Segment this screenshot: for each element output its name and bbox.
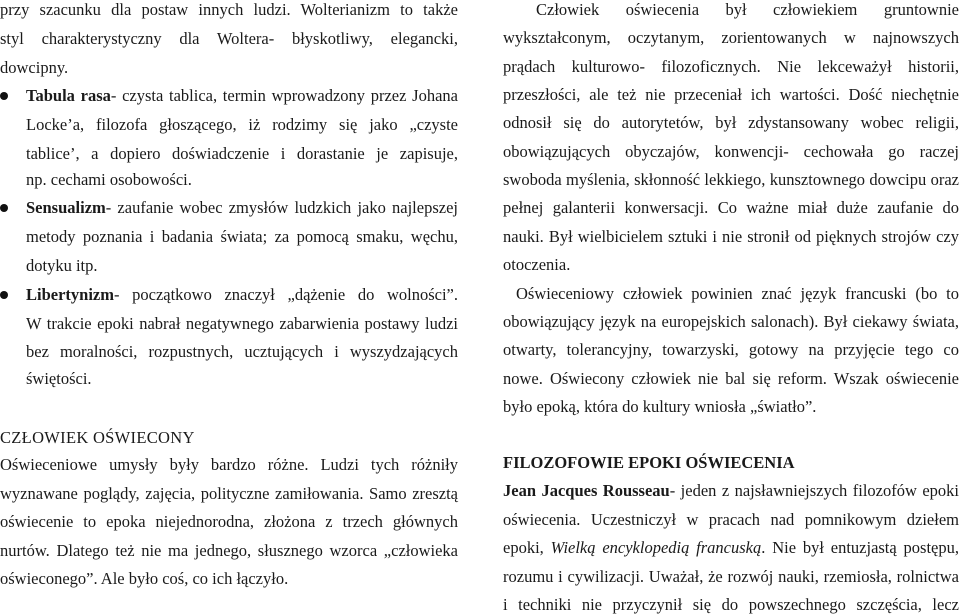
rousseau-text: epoki, — [503, 538, 551, 557]
bullet-text: W trakcie epoki nabrał negatywnego zabarwienia postawy ludzi — [26, 314, 458, 333]
bullet-text: świętości. — [26, 369, 92, 388]
rousseau-name: Jean Jacques Rousseau — [503, 481, 670, 500]
bullet-text: - początkowo znaczył „dążenie do wolności”. — [114, 285, 458, 304]
bullet-text: - zaufanie wobec zmysłów ludzkich jako najlepszej — [105, 198, 458, 217]
encyclopedia-title: Wielką encyklopedią francuską — [550, 538, 762, 557]
paragraph-line: było epoką, która do kultury wniosła „światło”. — [503, 397, 817, 416]
paragraph-line: pełnej galanterii konwersacji. Co ważne miał duże zaufanie do — [503, 198, 959, 217]
rousseau-text: - jeden z najsławniejszych filozofów epoki — [669, 481, 959, 500]
paragraph-line: rozumu i cywilizacji. Uważał, że rozwój nauki, rzemiosła, rolnictwa — [503, 567, 959, 586]
bullet-icon — [0, 92, 8, 100]
paragraph-line: odnosił się do autorytetów, był zdystansowany wobec religii, — [503, 113, 959, 132]
rousseau-encyclopedia-line — [503, 538, 959, 558]
bullet-tabula-rasa — [26, 86, 458, 106]
paragraph-line: nauki. Był wielbicielem sztuki i nie stronił od pięknych strojów czy — [503, 227, 959, 246]
intro-line: przy szacunku dla postaw innych ludzi. Wolterianizm to także — [0, 0, 458, 19]
bullet-text: np. cechami osobowości. — [26, 170, 192, 189]
rousseau-text: . Nie był entuzjastą postępu, — [761, 538, 959, 557]
paragraph-line: i techniki nie przyczynił się do powszechnego szczęścia, lecz — [503, 595, 959, 614]
term-sensualizm: Sensualizm — [26, 198, 106, 217]
paragraph-line: oświecenia. Uczestniczył w pracach nad pomnikowym dziełem — [503, 510, 959, 529]
paragraph-line: otoczenia. — [503, 255, 571, 274]
bullet-libertynizm — [26, 285, 458, 305]
rousseau-line — [503, 481, 959, 501]
bullet-icon — [0, 291, 8, 299]
paragraph-line: prądach kulturowo- filozoficznych. Nie lekceważył historii, — [503, 57, 959, 76]
bullet-text: metody poznania i badania świata; za pomocą smaku, węchu, — [26, 227, 458, 246]
intro-line: styl charakterystyczny dla Woltera- błyskotliwy, elegancki, — [0, 29, 458, 48]
bullet-text: Locke’a, filozofa głoszącego, iż rodzimy się jako „czyste — [26, 115, 458, 134]
bullet-text: dotyku itp. — [26, 256, 98, 275]
paragraph-line: wyznawane poglądy, zajęcia, polityczne zamiłowania. Samo zresztą — [0, 484, 458, 503]
intro-line: dowcipny. — [0, 58, 69, 77]
paragraph-line: nurtów. Dlatego też nie ma jednego, słusznego wzorca „człowieka — [0, 541, 458, 560]
paragraph-line: obowiązujących obyczajów, konwencji- cechowała go raczej — [503, 142, 959, 161]
paragraph-line: Oświeceniowy człowiek powinien znać język francuski (bo to — [516, 284, 959, 303]
paragraph-line: wykształconym, oczytanym, zorientowanych w najnowszych — [503, 28, 959, 47]
section-title-filozofowie: FILOZOFOWIE EPOKI OŚWIECENIA — [503, 453, 795, 472]
paragraph-line: nowe. Oświecony człowiek nie bal się reform. Wszak oświecenie — [503, 369, 959, 388]
section-title-czlowiek-oswiecony: CZŁOWIEK OŚWIECONY — [0, 428, 195, 447]
term-tabula-rasa: Tabula rasa — [26, 86, 111, 105]
paragraph-line: Człowiek oświecenia był człowiekiem gruntownie — [536, 0, 959, 19]
bullet-text: tablice’, a dopiero doświadczenie i dorastanie je zapisuje, — [26, 144, 458, 163]
paragraph-line: otwarty, tolerancyjny, towarzyski, gotowy na przyjęcie tego co — [503, 340, 959, 359]
paragraph-line: Oświeceniowe umysły były bardzo różne. Ludzi tych różniły — [0, 455, 458, 474]
paragraph-line: swoboda myślenia, skłonność lekkiego, kunsztownego dowcipu oraz — [503, 170, 959, 189]
bullet-text: bez moralności, rozpustnych, ucztujących i wyszydzających — [26, 342, 458, 361]
paragraph-line: oświecenie to epoka niejednorodna, złożona z trzech głównych — [0, 512, 458, 531]
bullet-sensualizm — [26, 198, 458, 218]
bullet-text: - czysta tablica, termin wprowadzony przez Johana — [110, 86, 458, 105]
paragraph-line: przeszłości, ale też nie przeceniał ich wartości. Dość niechętnie — [503, 85, 959, 104]
term-libertynizm: Libertynizm — [26, 285, 114, 304]
bullet-icon — [0, 204, 8, 212]
paragraph-line: oświeconego”. Ale było coś, co ich łączyło. — [0, 569, 289, 588]
paragraph-line: obowiązujący język na europejskich salonach). Był ciekawy świata, — [503, 312, 959, 331]
